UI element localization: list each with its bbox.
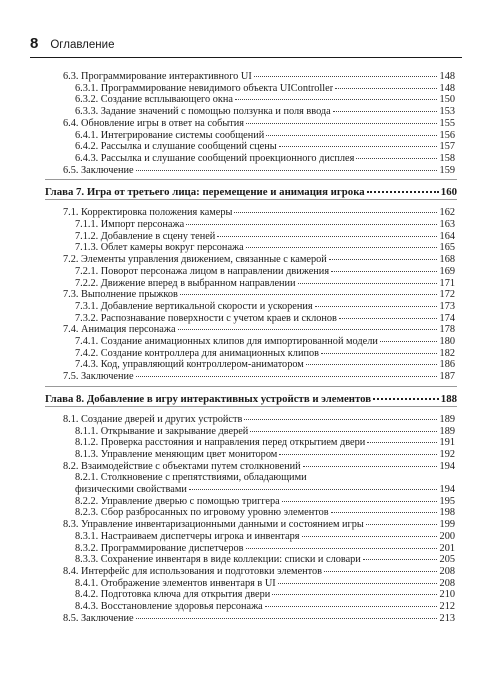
toc-entry	[75, 130, 455, 142]
dot-leader	[279, 454, 437, 455]
dot-leader	[178, 329, 437, 330]
toc-entry	[75, 496, 455, 508]
toc-entry	[75, 543, 455, 555]
toc-entry-title: 8.2. Взаимодействие с объектами путем столкновений	[63, 460, 301, 472]
toc-entry-title: 7.2.2. Движение вперед в выбранном направлении	[75, 277, 296, 289]
toc-entry-title: 8.3.2. Программирование диспетчеров	[75, 542, 244, 554]
toc-page-number: 208	[439, 577, 455, 589]
dot-leader	[266, 135, 437, 136]
toc-page-number: 169	[439, 265, 455, 277]
toc-entry	[63, 461, 455, 473]
toc-entry-title: 8.5. Заключение	[63, 612, 134, 624]
toc-page-number: 191	[439, 437, 455, 449]
toc-chapter-entry	[45, 186, 457, 198]
toc-entry	[75, 266, 455, 278]
dot-leader	[254, 76, 437, 77]
toc-entry	[75, 437, 455, 449]
toc-entry	[63, 118, 455, 130]
toc-entry-title: 7.1. Корректировка положения камеры	[63, 207, 233, 219]
toc-page-number: 213	[439, 612, 455, 624]
dot-leader	[315, 306, 437, 307]
toc-entry-title: 7.3.2. Распознавание поверхности с учетом краев и склонов	[75, 312, 337, 324]
dot-leader	[363, 559, 437, 560]
dot-leader	[180, 294, 437, 295]
toc-page-number: 171	[439, 277, 455, 289]
toc-page-number: 194	[439, 460, 455, 472]
toc-page-number: 188	[440, 392, 457, 405]
toc-entry	[63, 613, 455, 625]
chapter-separator	[45, 179, 457, 180]
toc-entry-title: 7.2.1. Поворот персонажа лицом в направлении движения	[75, 265, 330, 277]
toc-entry	[75, 94, 455, 106]
toc-entry	[63, 566, 455, 578]
toc-entry-title: 7.3. Выполнение прыжков	[63, 289, 178, 301]
dot-leader	[366, 524, 437, 525]
toc-page-number: 212	[439, 601, 455, 612]
toc-entry	[75, 106, 455, 118]
toc-entry-title: Глава 8. Добавление в игру интерактивных устройств и элементов	[45, 392, 372, 405]
page-number: 8	[30, 35, 39, 52]
toc-entry-title: 7.1.3. Облет камеры вокруг персонажа	[75, 242, 244, 254]
toc-entry-title: 6.3.3. Задание значений с помощью ползунка и поля ввода	[75, 106, 331, 118]
toc-page-number: 160	[440, 186, 457, 199]
toc-entry-title: 8.2.1. Столкновение с препятствиями, обладающими	[75, 472, 307, 484]
dot-leader	[235, 99, 437, 100]
toc-page-number: 201	[439, 542, 455, 554]
dot-leader	[302, 536, 437, 537]
toc-entry-title: 8.4.2. Подготовка ключа для открытия двери	[75, 589, 271, 601]
toc-page-number: 150	[439, 94, 455, 106]
chapter-separator	[45, 199, 457, 200]
toc-page-number: 198	[439, 507, 455, 519]
toc-entry-title: 7.4.3. Код, управляющий контроллером-аниматором	[75, 359, 304, 371]
page-header	[30, 35, 460, 55]
toc-entry	[75, 601, 455, 613]
toc-entry-title: 8.3. Управление инвентаризационными данными и состоянием игры	[63, 519, 364, 531]
toc-entry	[75, 507, 455, 519]
toc-entry	[75, 242, 455, 254]
toc-page-number: 148	[439, 82, 455, 94]
toc-entry	[63, 414, 455, 426]
dot-leader	[265, 606, 437, 607]
toc-entry	[63, 165, 455, 177]
toc-entry-title: 8.2.3. Сбор разбросанных по игровому уровню элементов	[75, 507, 329, 519]
dot-leader	[367, 442, 437, 443]
toc-entry-title: 8.3.3. Сохранение инвентаря в виде коллекции: списки и словари	[75, 554, 361, 566]
toc-entry	[63, 254, 455, 266]
toc-entry-title: 7.2. Элементы управления движением, связанные с камерой	[63, 254, 327, 266]
toc-page-number: 187	[439, 371, 455, 383]
toc-page-number: 173	[439, 300, 455, 312]
toc-entry	[75, 219, 455, 231]
toc-entry	[63, 324, 455, 336]
toc-page-number: 158	[439, 152, 455, 164]
toc-entry	[75, 484, 455, 496]
dot-leader	[380, 341, 437, 342]
toc-page-number: 162	[439, 207, 455, 219]
toc-entry-title: 7.4. Анимация персонажа	[63, 324, 176, 336]
toc-page-number: 205	[439, 554, 455, 566]
header-rule	[30, 57, 462, 58]
toc-page-number: 159	[439, 164, 455, 176]
toc-entry-title: 7.1.2. Добавление в сцену теней	[75, 230, 216, 242]
toc-entry-title: 6.5. Заключение	[63, 164, 134, 176]
toc-page-number: 195	[439, 495, 455, 507]
toc-page-number: 210	[439, 589, 455, 601]
toc-page-number: 153	[439, 106, 455, 118]
dot-leader	[324, 571, 437, 572]
dot-leader	[246, 548, 437, 549]
toc-entry	[75, 278, 455, 290]
toc-entry	[63, 519, 455, 531]
toc-entry	[75, 141, 455, 153]
toc-entry-title: 6.4. Обновление игры в ответ на события	[63, 117, 244, 129]
toc-entry	[75, 83, 455, 95]
dot-leader	[136, 618, 437, 619]
toc-entry	[63, 371, 455, 383]
toc-entry-title: 8.2.2. Управление дверью с помощью триггера	[75, 495, 280, 507]
toc-entry-title: 6.3. Программирование интерактивного UI	[63, 71, 252, 82]
toc-entry-title: 8.1. Создание дверей и других устройств	[63, 413, 243, 425]
toc-page-number: 148	[439, 71, 455, 82]
toc-page-number: 200	[439, 530, 455, 542]
toc-entry	[75, 313, 455, 325]
toc-page-number: 194	[439, 484, 455, 495]
toc-page-number: 165	[439, 242, 455, 254]
toc-entry-title: Глава 7. Игра от третьего лица: перемещение и анимация игрока	[45, 186, 365, 199]
dot-leader	[234, 212, 437, 213]
dot-leader	[250, 431, 437, 432]
toc-entry-title: 6.3.1. Программирование невидимого объекта UIController	[75, 82, 334, 94]
toc-entry	[75, 359, 455, 371]
toc-entry-title: 6.4.1. Интегрирование системы сообщений	[75, 129, 265, 141]
toc-chapter-entry	[45, 393, 457, 405]
toc-entry	[63, 289, 455, 301]
toc-entry-title: 7.4.2. Создание контроллера для анимационных клипов	[75, 347, 319, 359]
toc-entry	[75, 153, 455, 165]
toc-page-number: 172	[439, 289, 455, 301]
toc-entry-title: 6.4.2. Рассылка и слушание сообщений сцены	[75, 141, 277, 153]
dot-leader	[279, 146, 437, 147]
dot-leader	[136, 376, 437, 377]
toc-page-number: 182	[439, 347, 455, 359]
dot-leader	[333, 111, 437, 112]
toc-page-number: 163	[439, 219, 455, 230]
toc-entry-title: 8.1.2. Проверка расстояния и направления перед открытием двери	[75, 437, 366, 449]
dot-leader	[282, 501, 437, 502]
toc-page-number: 164	[439, 230, 455, 242]
toc-entry	[63, 207, 455, 219]
dot-leader	[321, 353, 437, 354]
toc-entry	[75, 449, 455, 461]
toc-entry-title: 7.4.1. Создание анимационных клипов для импортированной модели	[75, 336, 378, 347]
dot-leader	[246, 247, 437, 248]
toc-entry	[75, 336, 455, 348]
toc-entry	[63, 71, 455, 83]
toc-page-number: 192	[439, 448, 455, 460]
toc-entry-title: 7.1.1. Импорт персонажа	[75, 219, 185, 230]
toc-entry-title: 8.1.1. Открывание и закрывание дверей	[75, 425, 249, 437]
chapter-separator	[45, 406, 457, 407]
dot-leader	[186, 224, 437, 225]
toc-entry	[75, 231, 455, 243]
toc-entry-title: 8.1.3. Управление меняющим цвет монитором	[75, 448, 278, 460]
toc-page-number: 156	[439, 129, 455, 141]
toc-entry-title: 7.5. Заключение	[63, 371, 134, 383]
toc-entry-title: физическими свойствами	[75, 484, 187, 495]
toc-entry-title: 8.4.1. Отображение элементов инвентаря в UI	[75, 577, 276, 589]
toc-entry	[75, 301, 455, 313]
toc-entry-title: 6.4.3. Рассылка и слушание сообщений проекционного дисплея	[75, 152, 355, 164]
toc-entry	[75, 426, 455, 438]
toc-entry	[75, 531, 455, 543]
dot-leader	[331, 271, 437, 272]
dot-leader	[303, 466, 437, 467]
dot-leader	[246, 123, 437, 124]
toc-page-number: 157	[439, 141, 455, 153]
dot-leader	[335, 88, 437, 89]
toc-page-number: 189	[439, 425, 455, 437]
toc-page-number: 174	[439, 312, 455, 324]
dot-leader	[217, 236, 437, 237]
toc-entry-title: 8.4. Интерфейс для использования и подготовки элементов	[63, 565, 323, 577]
dot-leader	[306, 364, 437, 365]
chapter-separator	[45, 386, 457, 387]
toc-entry	[75, 472, 455, 484]
toc-entry	[75, 554, 455, 566]
dot-leader	[244, 419, 437, 420]
dot-leader	[339, 318, 437, 319]
dot-leader	[136, 170, 437, 171]
toc-entry-title: 7.3.1. Добавление вертикальной скорости и ускорения	[75, 300, 313, 312]
toc-entry	[75, 348, 455, 360]
dot-leader	[356, 158, 437, 159]
toc-entry-title: 8.3.1. Настраиваем диспетчеры игрока и инвентаря	[75, 530, 300, 542]
toc-entry-title: 8.4.3. Восстановление здоровья персонажа	[75, 601, 263, 612]
toc-entry	[75, 578, 455, 590]
running-title: Оглавление	[50, 39, 115, 51]
toc-page-number: 199	[439, 519, 455, 531]
toc-entry	[75, 589, 455, 601]
dot-leader	[329, 259, 437, 260]
dot-leader	[331, 512, 437, 513]
toc-page-number: 186	[439, 359, 455, 371]
toc-page-number: 178	[439, 324, 455, 336]
toc-page-number: 168	[439, 254, 455, 266]
toc-page-number: 155	[439, 117, 455, 129]
dot-leader	[189, 489, 437, 490]
dot-leader	[367, 191, 439, 193]
toc-page-number: 208	[439, 565, 455, 577]
toc-page-number: 189	[439, 413, 455, 425]
dot-leader	[272, 594, 437, 595]
dot-leader	[373, 398, 439, 400]
toc-page-number: 180	[439, 336, 455, 347]
dot-leader	[278, 583, 437, 584]
dot-leader	[298, 283, 437, 284]
toc-entry-title: 6.3.2. Создание всплывающего окна	[75, 94, 233, 106]
